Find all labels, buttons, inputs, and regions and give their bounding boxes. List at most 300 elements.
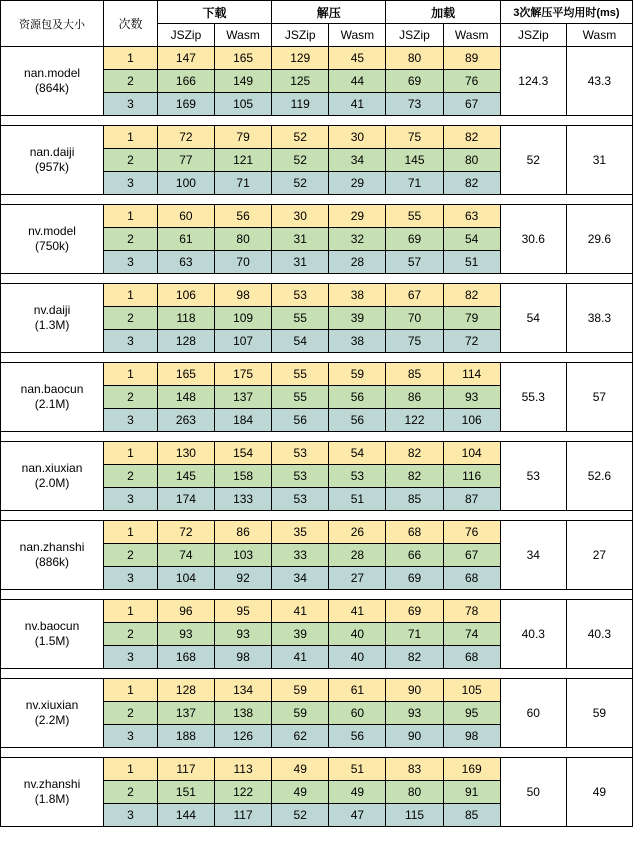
load-wasm-value: 116: [443, 465, 500, 488]
run-index: 1: [104, 363, 158, 386]
header-unzip-wasm: Wasm: [329, 24, 386, 47]
download-wasm-value: 165: [215, 47, 272, 70]
run-index: 2: [104, 307, 158, 330]
spacer-cell: [1, 274, 633, 284]
download-wasm-value: 109: [215, 307, 272, 330]
unzip-wasm-value: 38: [329, 284, 386, 307]
spacer-cell: [1, 353, 633, 363]
header-average-wasm: Wasm: [566, 24, 632, 47]
load-jszip-value: 90: [386, 725, 443, 748]
table-row: [1, 284, 633, 307]
download-wasm-value: 86: [215, 521, 272, 544]
download-jszip-value: 130: [157, 442, 214, 465]
load-wasm-value: 85: [443, 804, 500, 827]
download-jszip-value: 148: [157, 386, 214, 409]
average-wasm-value: 49: [566, 758, 632, 827]
unzip-wasm-value: 28: [329, 544, 386, 567]
header-row-groups: [1, 1, 633, 24]
resource-size: (2.0M): [34, 476, 70, 490]
load-jszip-value: 57: [386, 251, 443, 274]
unzip-jszip-value: 49: [272, 758, 329, 781]
unzip-wasm-value: 47: [329, 804, 386, 827]
unzip-wasm-value: 28: [329, 251, 386, 274]
run-index: 2: [104, 386, 158, 409]
unzip-jszip-value: 53: [272, 465, 329, 488]
download-jszip-value: 96: [157, 600, 214, 623]
resource-name: nv.model: [28, 224, 76, 238]
resource-size: (1.3M): [34, 318, 70, 332]
spacer-cell: [1, 590, 633, 600]
load-wasm-value: 54: [443, 228, 500, 251]
load-wasm-value: 72: [443, 330, 500, 353]
average-jszip-value: 40.3: [500, 600, 566, 669]
average-wasm-value: 57: [566, 363, 632, 432]
load-jszip-value: 69: [386, 228, 443, 251]
download-jszip-value: 100: [157, 172, 214, 195]
load-wasm-value: 78: [443, 600, 500, 623]
load-jszip-value: 145: [386, 149, 443, 172]
run-index: 3: [104, 251, 158, 274]
load-jszip-value: 93: [386, 702, 443, 725]
download-wasm-value: 113: [215, 758, 272, 781]
average-wasm-value: 52.6: [566, 442, 632, 511]
download-jszip-value: 166: [157, 70, 214, 93]
download-jszip-value: 117: [157, 758, 214, 781]
average-wasm-value: 38.3: [566, 284, 632, 353]
resource-name-cell: [1, 284, 104, 353]
unzip-jszip-value: 52: [272, 804, 329, 827]
unzip-wasm-value: 39: [329, 307, 386, 330]
download-jszip-value: 168: [157, 646, 214, 669]
load-jszip-value: 71: [386, 172, 443, 195]
resource-size: (1.8M): [34, 792, 70, 806]
load-wasm-value: 67: [443, 544, 500, 567]
load-jszip-value: 80: [386, 47, 443, 70]
average-jszip-value: 52: [500, 126, 566, 195]
spacer-cell: [1, 195, 633, 205]
load-wasm-value: 76: [443, 70, 500, 93]
row-group-spacer: [1, 511, 633, 521]
unzip-jszip-value: 53: [272, 284, 329, 307]
average-jszip-value: 50: [500, 758, 566, 827]
unzip-wasm-value: 56: [329, 409, 386, 432]
run-index: 3: [104, 93, 158, 116]
load-wasm-value: 114: [443, 363, 500, 386]
average-jszip-value: 60: [500, 679, 566, 748]
header-resource: 资源包及大小: [1, 1, 104, 47]
download-jszip-value: 93: [157, 623, 214, 646]
load-wasm-value: 51: [443, 251, 500, 274]
load-jszip-value: 73: [386, 93, 443, 116]
run-index: 3: [104, 409, 158, 432]
resource-size: (1.5M): [34, 634, 70, 648]
unzip-wasm-value: 49: [329, 781, 386, 804]
table-row: [1, 47, 633, 70]
download-jszip-value: 165: [157, 363, 214, 386]
average-wasm-value: 29.6: [566, 205, 632, 274]
run-index: 1: [104, 758, 158, 781]
unzip-jszip-value: 125: [272, 70, 329, 93]
download-wasm-value: 121: [215, 149, 272, 172]
load-wasm-value: 91: [443, 781, 500, 804]
download-jszip-value: 263: [157, 409, 214, 432]
row-group-spacer: [1, 748, 633, 758]
load-wasm-value: 98: [443, 725, 500, 748]
run-index: 2: [104, 465, 158, 488]
run-index: 1: [104, 600, 158, 623]
run-index: 3: [104, 330, 158, 353]
download-jszip-value: 77: [157, 149, 214, 172]
unzip-jszip-value: 53: [272, 488, 329, 511]
load-wasm-value: 68: [443, 567, 500, 590]
average-jszip-value: 124.3: [500, 47, 566, 116]
load-jszip-value: 80: [386, 781, 443, 804]
resource-name: nan.daiji: [29, 145, 75, 159]
table-row: [1, 600, 633, 623]
download-jszip-value: 63: [157, 251, 214, 274]
table-row: [1, 126, 633, 149]
download-wasm-value: 107: [215, 330, 272, 353]
unzip-jszip-value: 30: [272, 205, 329, 228]
run-index: 3: [104, 646, 158, 669]
spacer-cell: [1, 432, 633, 442]
resource-name-cell: [1, 205, 104, 274]
load-wasm-value: 87: [443, 488, 500, 511]
row-group-spacer: [1, 195, 633, 205]
load-jszip-value: 115: [386, 804, 443, 827]
unzip-jszip-value: 34: [272, 567, 329, 590]
download-wasm-value: 93: [215, 623, 272, 646]
table-row: [1, 521, 633, 544]
unzip-wasm-value: 56: [329, 725, 386, 748]
header-load: 加载: [386, 1, 500, 24]
resource-name: nv.baocun: [24, 619, 80, 633]
download-wasm-value: 105: [215, 93, 272, 116]
run-index: 3: [104, 488, 158, 511]
download-jszip-value: 72: [157, 126, 214, 149]
unzip-jszip-value: 41: [272, 646, 329, 669]
download-wasm-value: 137: [215, 386, 272, 409]
download-jszip-value: 137: [157, 702, 214, 725]
header-load-jszip: JSZip: [386, 24, 443, 47]
download-wasm-value: 98: [215, 284, 272, 307]
load-jszip-value: 55: [386, 205, 443, 228]
unzip-jszip-value: 55: [272, 307, 329, 330]
unzip-wasm-value: 59: [329, 363, 386, 386]
unzip-wasm-value: 44: [329, 70, 386, 93]
resource-name-cell: [1, 126, 104, 195]
row-group-spacer: [1, 669, 633, 679]
download-wasm-value: 133: [215, 488, 272, 511]
unzip-jszip-value: 129: [272, 47, 329, 70]
resource-name: nan.xiuxian: [21, 461, 83, 475]
download-wasm-value: 98: [215, 646, 272, 669]
load-wasm-value: 95: [443, 702, 500, 725]
run-index: 2: [104, 702, 158, 725]
download-wasm-value: 149: [215, 70, 272, 93]
load-jszip-value: 75: [386, 126, 443, 149]
load-wasm-value: 82: [443, 284, 500, 307]
download-jszip-value: 144: [157, 804, 214, 827]
average-wasm-value: 43.3: [566, 47, 632, 116]
resource-name-cell: [1, 363, 104, 432]
download-jszip-value: 61: [157, 228, 214, 251]
run-index: 2: [104, 623, 158, 646]
load-jszip-value: 68: [386, 521, 443, 544]
load-wasm-value: 82: [443, 172, 500, 195]
download-wasm-value: 126: [215, 725, 272, 748]
header-unzip: 解压: [272, 1, 386, 24]
unzip-wasm-value: 34: [329, 149, 386, 172]
run-index: 1: [104, 679, 158, 702]
download-jszip-value: 128: [157, 679, 214, 702]
download-wasm-value: 175: [215, 363, 272, 386]
run-index: 1: [104, 205, 158, 228]
run-index: 2: [104, 228, 158, 251]
load-wasm-value: 76: [443, 521, 500, 544]
unzip-jszip-value: 49: [272, 781, 329, 804]
unzip-jszip-value: 55: [272, 363, 329, 386]
unzip-wasm-value: 27: [329, 567, 386, 590]
unzip-jszip-value: 119: [272, 93, 329, 116]
load-jszip-value: 69: [386, 600, 443, 623]
download-wasm-value: 134: [215, 679, 272, 702]
load-jszip-value: 85: [386, 363, 443, 386]
table-row: [1, 758, 633, 781]
load-wasm-value: 68: [443, 646, 500, 669]
resource-size: (2.2M): [34, 713, 70, 727]
load-jszip-value: 122: [386, 409, 443, 432]
download-wasm-value: 56: [215, 205, 272, 228]
average-wasm-value: 27: [566, 521, 632, 590]
header-download-wasm: Wasm: [215, 24, 272, 47]
download-jszip-value: 128: [157, 330, 214, 353]
download-jszip-value: 74: [157, 544, 214, 567]
resource-size: (886k): [35, 555, 70, 569]
unzip-wasm-value: 54: [329, 442, 386, 465]
table-row: [1, 205, 633, 228]
header-average: 3次解压平均用时(ms): [500, 1, 632, 24]
download-jszip-value: 145: [157, 465, 214, 488]
unzip-wasm-value: 29: [329, 172, 386, 195]
resource-size: (2.1M): [34, 397, 70, 411]
download-wasm-value: 158: [215, 465, 272, 488]
resource-name-cell: [1, 758, 104, 827]
unzip-wasm-value: 41: [329, 93, 386, 116]
load-jszip-value: 66: [386, 544, 443, 567]
unzip-jszip-value: 52: [272, 149, 329, 172]
unzip-jszip-value: 31: [272, 251, 329, 274]
row-group-spacer: [1, 274, 633, 284]
download-wasm-value: 92: [215, 567, 272, 590]
download-wasm-value: 154: [215, 442, 272, 465]
download-jszip-value: 118: [157, 307, 214, 330]
header-load-wasm: Wasm: [443, 24, 500, 47]
download-wasm-value: 79: [215, 126, 272, 149]
download-jszip-value: 169: [157, 93, 214, 116]
download-jszip-value: 104: [157, 567, 214, 590]
run-index: 3: [104, 567, 158, 590]
unzip-wasm-value: 53: [329, 465, 386, 488]
download-wasm-value: 95: [215, 600, 272, 623]
row-group-spacer: [1, 432, 633, 442]
table-row: [1, 442, 633, 465]
load-jszip-value: 82: [386, 442, 443, 465]
run-index: 1: [104, 47, 158, 70]
load-jszip-value: 82: [386, 465, 443, 488]
average-jszip-value: 34: [500, 521, 566, 590]
unzip-wasm-value: 60: [329, 702, 386, 725]
resource-size: (864k): [35, 81, 70, 95]
download-jszip-value: 60: [157, 205, 214, 228]
resource-name: nv.zhanshi: [23, 777, 81, 791]
load-wasm-value: 80: [443, 149, 500, 172]
unzip-wasm-value: 30: [329, 126, 386, 149]
unzip-wasm-value: 61: [329, 679, 386, 702]
load-wasm-value: 79: [443, 307, 500, 330]
table-body: [1, 47, 633, 827]
unzip-wasm-value: 32: [329, 228, 386, 251]
download-wasm-value: 80: [215, 228, 272, 251]
run-index: 2: [104, 781, 158, 804]
table-row: [1, 363, 633, 386]
run-index: 2: [104, 70, 158, 93]
run-index: 1: [104, 284, 158, 307]
load-jszip-value: 85: [386, 488, 443, 511]
row-group-spacer: [1, 353, 633, 363]
resource-name: nan.zhanshi: [19, 540, 85, 554]
unzip-wasm-value: 56: [329, 386, 386, 409]
table-row: [1, 679, 633, 702]
unzip-jszip-value: 53: [272, 442, 329, 465]
header-download-jszip: JSZip: [157, 24, 214, 47]
run-index: 2: [104, 149, 158, 172]
average-jszip-value: 53: [500, 442, 566, 511]
download-jszip-value: 151: [157, 781, 214, 804]
download-jszip-value: 147: [157, 47, 214, 70]
unzip-wasm-value: 40: [329, 623, 386, 646]
unzip-jszip-value: 62: [272, 725, 329, 748]
load-jszip-value: 86: [386, 386, 443, 409]
unzip-jszip-value: 31: [272, 228, 329, 251]
run-index: 1: [104, 521, 158, 544]
run-index: 1: [104, 442, 158, 465]
load-jszip-value: 83: [386, 758, 443, 781]
header-average-jszip: JSZip: [500, 24, 566, 47]
header-unzip-jszip: JSZip: [272, 24, 329, 47]
resource-name-cell: [1, 521, 104, 590]
load-wasm-value: 82: [443, 126, 500, 149]
download-wasm-value: 184: [215, 409, 272, 432]
unzip-jszip-value: 59: [272, 679, 329, 702]
unzip-wasm-value: 51: [329, 488, 386, 511]
resource-name: nv.xiuxian: [25, 698, 79, 712]
load-jszip-value: 71: [386, 623, 443, 646]
average-wasm-value: 59: [566, 679, 632, 748]
resource-size: (957k): [35, 160, 70, 174]
load-wasm-value: 67: [443, 93, 500, 116]
download-wasm-value: 138: [215, 702, 272, 725]
spacer-cell: [1, 669, 633, 679]
average-wasm-value: 31: [566, 126, 632, 195]
load-wasm-value: 169: [443, 758, 500, 781]
unzip-jszip-value: 41: [272, 600, 329, 623]
unzip-wasm-value: 51: [329, 758, 386, 781]
row-group-spacer: [1, 116, 633, 126]
download-wasm-value: 117: [215, 804, 272, 827]
resource-size: (750k): [35, 239, 70, 253]
spacer-cell: [1, 116, 633, 126]
download-wasm-value: 70: [215, 251, 272, 274]
load-wasm-value: 106: [443, 409, 500, 432]
run-index: 3: [104, 725, 158, 748]
resource-name-cell: [1, 47, 104, 116]
unzip-wasm-value: 45: [329, 47, 386, 70]
resource-name: nv.daiji: [33, 303, 71, 317]
run-index: 3: [104, 804, 158, 827]
table-header: [1, 1, 633, 47]
unzip-wasm-value: 40: [329, 646, 386, 669]
load-wasm-value: 74: [443, 623, 500, 646]
unzip-jszip-value: 55: [272, 386, 329, 409]
unzip-wasm-value: 41: [329, 600, 386, 623]
average-wasm-value: 40.3: [566, 600, 632, 669]
unzip-wasm-value: 26: [329, 521, 386, 544]
download-jszip-value: 174: [157, 488, 214, 511]
unzip-wasm-value: 29: [329, 205, 386, 228]
resource-name-cell: [1, 600, 104, 669]
load-jszip-value: 75: [386, 330, 443, 353]
unzip-jszip-value: 56: [272, 409, 329, 432]
unzip-jszip-value: 54: [272, 330, 329, 353]
load-wasm-value: 63: [443, 205, 500, 228]
download-jszip-value: 188: [157, 725, 214, 748]
unzip-jszip-value: 33: [272, 544, 329, 567]
average-jszip-value: 54: [500, 284, 566, 353]
row-group-spacer: [1, 590, 633, 600]
resource-name: nan.model: [24, 66, 81, 80]
load-jszip-value: 82: [386, 646, 443, 669]
unzip-wasm-value: 38: [329, 330, 386, 353]
load-jszip-value: 67: [386, 284, 443, 307]
load-wasm-value: 93: [443, 386, 500, 409]
unzip-jszip-value: 52: [272, 172, 329, 195]
load-jszip-value: 69: [386, 567, 443, 590]
average-jszip-value: 55.3: [500, 363, 566, 432]
load-wasm-value: 104: [443, 442, 500, 465]
download-wasm-value: 71: [215, 172, 272, 195]
load-jszip-value: 90: [386, 679, 443, 702]
download-wasm-value: 122: [215, 781, 272, 804]
run-index: 3: [104, 172, 158, 195]
unzip-jszip-value: 35: [272, 521, 329, 544]
download-jszip-value: 106: [157, 284, 214, 307]
resource-name: nan.baocun: [20, 382, 84, 396]
load-wasm-value: 89: [443, 47, 500, 70]
unzip-jszip-value: 52: [272, 126, 329, 149]
run-index: 2: [104, 544, 158, 567]
load-wasm-value: 105: [443, 679, 500, 702]
resource-name-cell: [1, 679, 104, 748]
header-download: 下载: [157, 1, 271, 24]
average-jszip-value: 30.6: [500, 205, 566, 274]
spacer-cell: [1, 748, 633, 758]
run-index: 1: [104, 126, 158, 149]
spacer-cell: [1, 511, 633, 521]
unzip-jszip-value: 59: [272, 702, 329, 725]
load-jszip-value: 70: [386, 307, 443, 330]
load-jszip-value: 69: [386, 70, 443, 93]
